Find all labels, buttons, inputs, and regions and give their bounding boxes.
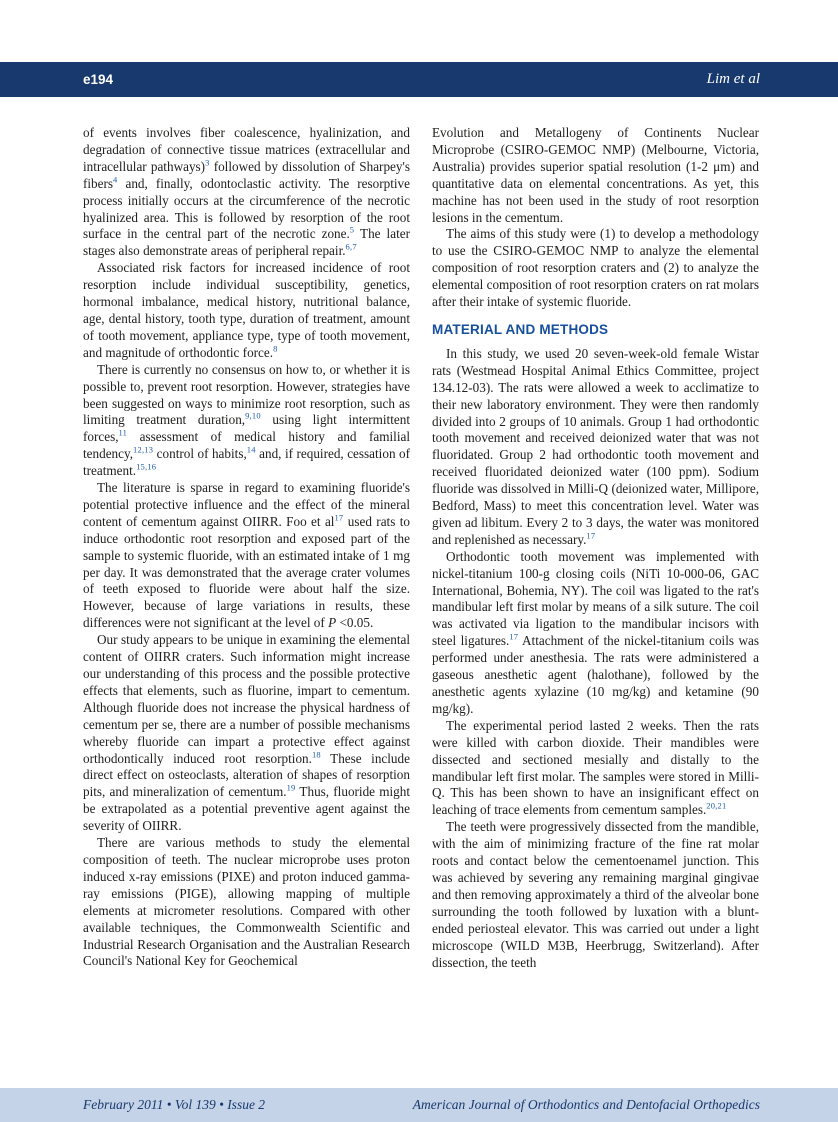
reference-superscript: 8 bbox=[273, 343, 278, 354]
section-heading: MATERIAL AND METHODS bbox=[432, 321, 609, 337]
running-head-authors: Lim et al bbox=[706, 71, 760, 87]
reference-superscript: 11 bbox=[118, 427, 128, 438]
paragraph: The literature is sparse in regard to examining fluoride's potential protective influence and the effect of the mineral content of cementum against OIIRR. Foo et al$^{17}$ used rats to induce orthodontic root resorption and exposed part of the sample to systemic fluoride, with an estimated intake of 1 mg per day. It was demonstrated that the average crater volumes of teeth exposed to fluoride were about half the size. However, because of large variations in results, these differences were not significant at the level of P <0.05. bbox=[83, 480, 410, 631]
footer-journal-name: American Journal of Orthodontics and Dentofacial Orthopedics bbox=[412, 1097, 760, 1112]
running-header bbox=[0, 62, 838, 97]
reference-superscript: 12,13 bbox=[133, 444, 154, 455]
running-footer bbox=[0, 1088, 838, 1122]
paragraph: Orthodontic tooth movement was implemented with nickel-titanium 100-g closing coils (NiTi 10-000-06, GAC International, Bohemia, NY). The coil was ligated to the rat's mandibular left first molar by means of a silk suture. The coil was activated via ligation to the mandibular incisors with steel ligatures.$^{17}$ Attachment of the nickel-titanium coils was performed under anesthesia. The rats were administered a gaseous anesthetic agent (halothane), followed by the anesthetic agents xylazine (10 mg/kg) and ketamine (90 mg/kg). bbox=[432, 548, 760, 716]
right-column bbox=[432, 125, 759, 971]
reference-superscript: 3 bbox=[205, 157, 210, 168]
paragraph: Evolution and Metallogeny of Continents Nuclear Microprobe (CSIRO-GEMOC NMP) (Melbourne, Victoria, Australia) provides superior spatial resolution (1-2 μm) and quantitative data on elemental concentrations. As yet, this machine has not been used in the study of root resorption lesions in the cementum. bbox=[432, 125, 759, 225]
reference-superscript: 19 bbox=[286, 782, 296, 793]
reference-superscript: 15,16 bbox=[136, 461, 157, 472]
footer-issue-info: February 2011 • Vol 139 • Issue 2 bbox=[83, 1097, 266, 1112]
article-body bbox=[83, 125, 760, 971]
reference-superscript: 20,21 bbox=[706, 800, 727, 811]
paragraph: The experimental period lasted 2 weeks. Then the rats were killed with carbon dioxide. Their mandibles were dissected and sectioned mesially and distally to the mandibular left first molar. The samples were stored in Milli-Q. This has been shown to have an insignificant effect on leaching of trace elements from cementum samples.$^{20,21}$ bbox=[432, 717, 759, 818]
paragraph: There are various methods to study the elemental composition of teeth. The nuclear microprobe uses proton induced x-ray emissions (PIXE) and proton induced gamma-ray emissions (PIGE), allowing mapping of multiple elements at micrometer resolutions. Compared with other available techniques, the Commonwealth Scientific and Industrial Research Organisation and the Australian Research Council's National Key for Geochemical bbox=[83, 835, 410, 969]
paragraph: There is currently no consensus on how to, or whether it is possible to, prevent root resorption. However, strategies have been suggested on ways to minimize root resorption, such as limiting treatment duration,$^{9,10}$ using light intermittent forces,$^{11}$ assessment of medical history and familial tendency,$^{12,13}$ control of habits,$^{14}$ and, if required, cessation of treatment.$^{15,16}$ bbox=[83, 361, 410, 479]
reference-superscript: 18 bbox=[311, 749, 321, 760]
reference-superscript: 17 bbox=[586, 530, 596, 541]
italic-text: P bbox=[328, 615, 337, 631]
paragraph: Our study appears to be unique in examining the elemental content of OIIRR craters. Such information might increase our understanding of this process and the possible protective effects that elements, such as fluorine, impart to cementum. Although fluoride does not increase the physical hardness of cementum per se, there are a number of possible mechanisms whereby fluoride can impart a protective effect against orthodontically induced root resorption.$^{18}$ These include direct effect on osteoclasts, alteration of shapes of resorption pits, and mineralization of cementum.$^{19}$ Thus, fluoride might be extrapolated as a potential preventive agent against the severity of OIIRR. bbox=[83, 632, 411, 834]
reference-superscript: 17 bbox=[334, 512, 344, 523]
paragraph: of events involves fiber coalescence, hyalinization, and degradation of connective tissue matrices (extracellular and intracellular pathways)$^3$ followed by dissolution of Sharpey's fibers$^4$ and, finally, odontoclastic activity. The resorptive process initially occurs at the circumference of the necrotic hyalinized area. This is followed by resorption of the root surface in the central part of the necrotic zone.$^5$ The later stages also demonstrate areas of peripheral repair.$^{6,7}$ bbox=[83, 125, 410, 259]
paragraph: The teeth were progressively dissected from the mandible, with the aim of minimizing fracture of the fine rat molar roots and contact below the cementoenamel junction. This was achieved by severing any remaining marginal gingivae and then removing approximately a third of the alveolar bone surrounding the tooth followed by luxation with a blunt-ended periosteal elevator. This was carried out under a light microscope (WILD M3B, Heerbrugg, Switzerland). After dissection, the teeth bbox=[432, 819, 759, 970]
reference-superscript: 4 bbox=[113, 174, 118, 185]
reference-superscript: 5 bbox=[349, 225, 355, 236]
reference-superscript: 9,10 bbox=[245, 411, 261, 422]
reference-superscript: 14 bbox=[246, 444, 256, 455]
reference-superscript: 6,7 bbox=[345, 241, 357, 252]
paragraph: The aims of this study were (1) to develop a methodology to use the CSIRO-GEMOC NMP to analyze the elemental composition of root resorption craters and (2) to analyze the elemental composition of root resorption craters on rat molars after their intake of systemic fluoride. bbox=[432, 226, 759, 310]
paragraph: Associated risk factors for increased incidence of root resorption include individual susceptibility, genetics, hormonal imbalance, medical history, nutritional balance, age, dental history, tooth type, duration of treatment, amount of tooth movement, appliance type, type of tooth movement, and magnitude of orthodontic force.$^8$ bbox=[83, 260, 410, 360]
left-column bbox=[83, 125, 410, 971]
page-number: e194 bbox=[83, 72, 114, 87]
paragraph: In this study, we used 20 seven-week-old female Wistar rats (Westmead Hospital Animal Ethics Committee, project 134.12-03). The rats were allowed a week to acclimatize to their new laboratory environment. They were then randomly divided into 2 groups of 10 animals. Group 1 had orthodontic tooth movement and received deionized water that was not fluoridated. Group 2 had orthodontic tooth movement and received fluoridated deionized water (100 ppm). Sodium fluoride was dissolved in Milli-Q (deionized water, Millipore, Bedford, Mass) to meet this concentration level. Water was given ad libitum. Every 2 to 3 days, the water was monitored and replenished as necessary.$^{17}$ bbox=[432, 345, 759, 547]
reference-superscript: 17 bbox=[509, 631, 519, 642]
